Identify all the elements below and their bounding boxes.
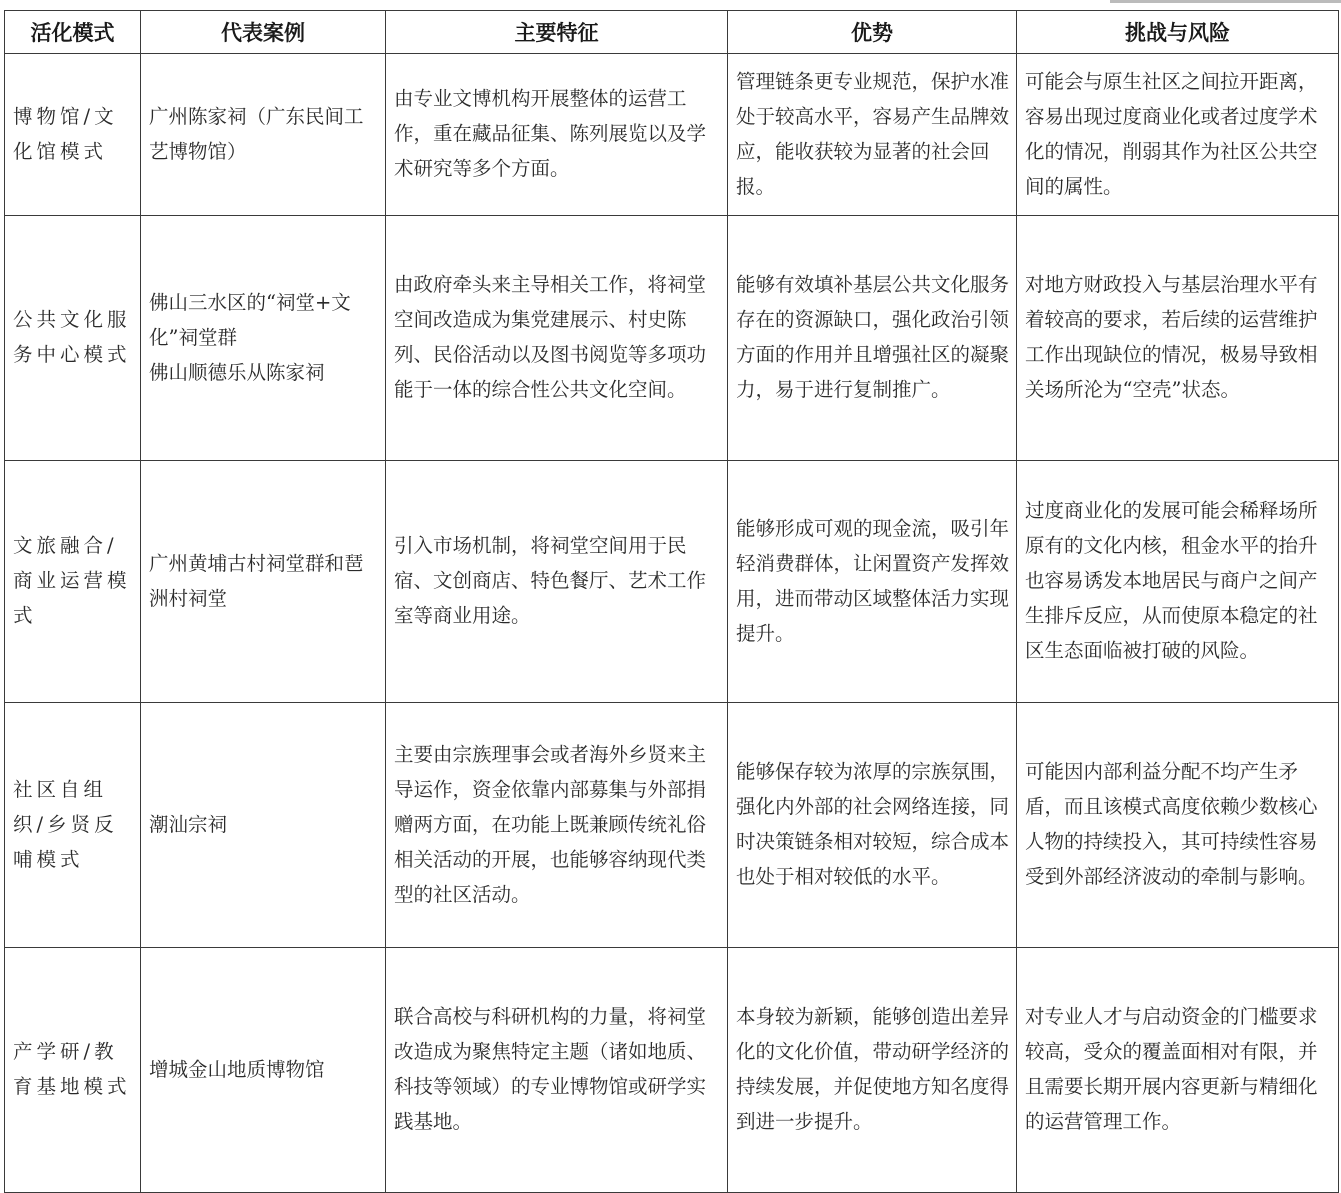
advantages-cell: 管理链条更专业规范，保护水准处于较高水平，容易产生品牌效应，能收获较为显著的社会回报。 (728, 54, 1017, 216)
risks-cell: 对地方财政投入与基层治理水平有着较高的要求，若后续的运营维护工作出现缺位的情况，极易导致相关场所沦为“空壳”状态。 (1017, 216, 1339, 461)
case-cell: 佛山三水区的“祠堂+文化”祠堂群 佛山顺德乐从陈家祠 (141, 216, 386, 461)
risks-cell: 可能因内部利益分配不均产生矛盾，而且该模式高度依赖少数核心人物的持续投入，其可持续性容易受到外部经济波动的牵制与影响。 (1017, 703, 1339, 948)
features-cell: 主要由宗族理事会或者海外乡贤来主导运作，资金依靠内部募集与外部捐赠两方面，在功能上既兼顾传统礼俗相关活动的开展，也能够容纳现代类型的社区活动。 (386, 703, 728, 948)
table-row (5, 948, 1339, 1193)
table-row (5, 461, 1339, 703)
risks-cell: 可能会与原生社区之间拉开距离，容易出现过度商业化或者过度学术化的情况，削弱其作为社区公共空间的属性。 (1017, 54, 1339, 216)
header-advantages: 优势 (728, 11, 1017, 54)
case-cell: 广州陈家祠（广东民间工艺博物馆） (141, 54, 386, 216)
features-cell: 由专业文博机构开展整体的运营工作，重在藏品征集、陈列展览以及学术研究等多个方面。 (386, 54, 728, 216)
header-mode: 活化模式 (5, 11, 141, 54)
activation-modes-table (4, 10, 1339, 1193)
risks-cell: 过度商业化的发展可能会稀释场所原有的文化内核，租金水平的抬升也容易诱发本地居民与商户之间产生排斥反应，从而使原本稳定的社区生态面临被打破的风险。 (1017, 461, 1339, 703)
mode-cell: 产学研/教育基地模式 (5, 948, 141, 1193)
case-cell: 潮汕宗祠 (141, 703, 386, 948)
header-case: 代表案例 (141, 11, 386, 54)
advantages-cell: 本身较为新颖，能够创造出差异化的文化价值，带动研学经济的持续发展，并促使地方知名度得到进一步提升。 (728, 948, 1017, 1193)
cropped-header-line (1110, 0, 1341, 3)
header-risks: 挑战与风险 (1017, 11, 1339, 54)
risks-cell: 对专业人才与启动资金的门槛要求较高，受众的覆盖面相对有限，并且需要长期开展内容更新与精细化的运营管理工作。 (1017, 948, 1339, 1193)
mode-cell: 公共文化服务中心模式 (5, 216, 141, 461)
table-row (5, 216, 1339, 461)
features-cell: 联合高校与科研机构的力量，将祠堂改造成为聚焦特定主题（诸如地质、科技等领域）的专业博物馆或研学实践基地。 (386, 948, 728, 1193)
mode-cell: 博物馆/文化馆模式 (5, 54, 141, 216)
table-row (5, 54, 1339, 216)
case-cell: 广州黄埔古村祠堂群和琶洲村祠堂 (141, 461, 386, 703)
mode-cell: 文旅融合/商业运营模式 (5, 461, 141, 703)
advantages-cell: 能够形成可观的现金流，吸引年轻消费群体，让闲置资产发挥效用，进而带动区域整体活力实现提升。 (728, 461, 1017, 703)
features-cell: 由政府牵头来主导相关工作，将祠堂空间改造成为集党建展示、村史陈列、民俗活动以及图书阅览等多项功能于一体的综合性公共文化空间。 (386, 216, 728, 461)
table-row (5, 703, 1339, 948)
header-row (5, 11, 1339, 54)
mode-cell: 社区自组织/乡贤反哺模式 (5, 703, 141, 948)
advantages-cell: 能够保存较为浓厚的宗族氛围，强化内外部的社会网络连接，同时决策链条相对较短，综合成本也处于相对较低的水平。 (728, 703, 1017, 948)
advantages-cell: 能够有效填补基层公共文化服务存在的资源缺口，强化政治引领方面的作用并且增强社区的凝聚力，易于进行复制推广。 (728, 216, 1017, 461)
header-features: 主要特征 (386, 11, 728, 54)
features-cell: 引入市场机制，将祠堂空间用于民宿、文创商店、特色餐厅、艺术工作室等商业用途。 (386, 461, 728, 703)
case-cell: 增城金山地质博物馆 (141, 948, 386, 1193)
